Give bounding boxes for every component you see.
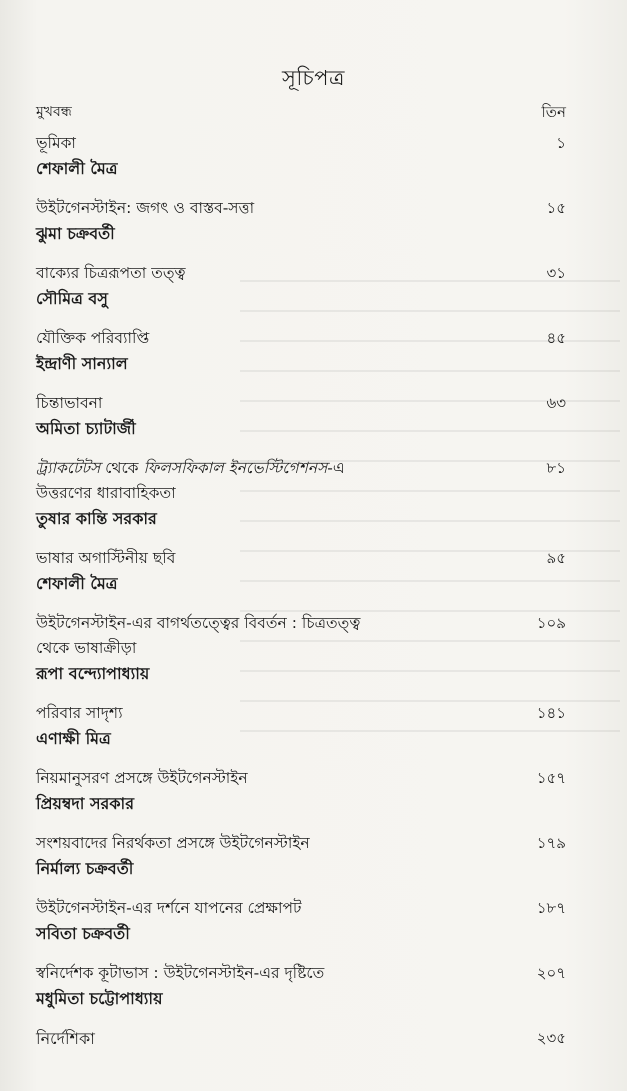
entry-title-italic: ট্র্যাকটেটস <box>36 459 101 477</box>
toc-entry <box>36 326 566 376</box>
toc-entry <box>36 391 566 441</box>
entry-page-number: ১০৯ <box>536 614 566 632</box>
entry-page-number: ১৪১ <box>536 704 566 722</box>
toc-entry <box>36 456 566 531</box>
entry-page-number: ৮১ <box>546 459 566 477</box>
entry-author: তুষার কান্তি সরকার <box>36 509 157 528</box>
entry-title: সংশয়বাদের নিরর্থকতা প্রসঙ্গে উইটগেনস্টাইন <box>36 834 310 852</box>
entry-title-italic: ফিলসফিকাল ইনভেস্টিগেশনস <box>143 459 328 477</box>
entry-page-number: ১৭৯ <box>536 834 566 852</box>
entry-title: পরিবার সাদৃশ্য <box>36 704 123 722</box>
entry-title-line2: উত্তরণের ধারাবাহিকতা <box>36 484 176 502</box>
toc-entry <box>36 961 566 1011</box>
entry-page-number: ১৫ <box>546 199 566 217</box>
entry-page-number: ১ <box>556 134 566 152</box>
entry-title: নির্দেশিকা <box>36 1029 95 1048</box>
entry-author: ইন্দ্রাণী সান্যাল <box>36 354 128 373</box>
entry-author: রূপা বন্দ্যোপাধ্যায় <box>36 664 150 683</box>
toc-entry <box>36 196 566 246</box>
toc-entry <box>36 261 566 311</box>
entry-author: নির্মাল্য চক্রবর্তী <box>36 859 134 878</box>
entry-title-line2: থেকে ভাষাক্রীড়া <box>36 639 137 657</box>
entry-author: প্রিয়ম্বদা সরকার <box>36 794 134 813</box>
toc-entry <box>36 131 566 181</box>
entry-title: ভাষার অগাস্টিনীয় ছবি <box>36 549 176 567</box>
entry-page-number: ৬৩ <box>546 394 566 412</box>
entry-author: সবিতা চক্রবর্তী <box>36 924 130 943</box>
toc-entry <box>36 546 566 596</box>
entry-title: উইটগেনস্টাইন: জগৎ ও বাস্তব-সত্তা <box>36 199 255 217</box>
entry-title: স্বনির্দেশক কূটাভাস : উইটগেনস্টাইন-এর দৃষ্টিতে <box>36 964 325 982</box>
toc-entry <box>36 831 566 881</box>
entry-title <box>36 456 566 481</box>
toc-entry <box>36 611 566 686</box>
page-title: সূচিপত্র <box>282 66 345 90</box>
entry-title: ভূমিকা <box>36 134 76 152</box>
toc-entry <box>36 896 566 946</box>
table-of-contents <box>36 100 566 1066</box>
entry-author: সৌমিত্র বসু <box>36 289 108 308</box>
entry-author: ঝুমা চক্রবর্তী <box>36 224 115 243</box>
entry-title: যৌক্তিক পরিব্যাপ্তি <box>36 329 150 347</box>
entry-page-number: ৯৫ <box>546 549 566 567</box>
entry-title: নিয়মানুসরণ প্রসঙ্গে উইটগেনস্টাইন <box>36 769 248 787</box>
entry-title: মুখবন্ধ <box>36 104 72 120</box>
entry-page-number: ২৩৫ <box>536 1029 566 1047</box>
toc-entry <box>36 1026 566 1051</box>
toc-entry <box>36 701 566 751</box>
entry-page-number: ৪৫ <box>546 329 566 347</box>
entry-title: উইটগেনস্টাইন-এর দর্শনে যাপনের প্রেক্ষাপট <box>36 899 302 917</box>
entry-title: বাক্যের চিত্ররূপতা তত্ত্ব <box>36 264 186 282</box>
entry-page-number: ৩১ <box>546 264 566 282</box>
entry-page-number: তিন <box>541 103 566 121</box>
entry-author: শেফালী মৈত্র <box>36 159 118 178</box>
entry-title: চিন্তাভাবনা <box>36 394 103 412</box>
entry-author: শেফালী মৈত্র <box>36 574 118 593</box>
entry-author: অমিতা চ্যাটার্জী <box>36 419 136 438</box>
entry-title: উইটগেনস্টাইন-এর বাগর্থতত্ত্বের বিবর্তন : চিত্রতত্ত্ব <box>36 614 361 632</box>
toc-entry <box>36 766 566 816</box>
toc-entry <box>36 100 566 125</box>
entry-page-number: ১৫৭ <box>536 769 566 787</box>
entry-page-number: ২০৭ <box>536 964 566 982</box>
entry-title-text: থেকে <box>100 459 144 477</box>
entry-title-text: -এ <box>327 459 345 477</box>
entry-author: এণাক্ষী মিত্র <box>36 729 111 748</box>
entry-page-number: ১৮৭ <box>536 899 566 917</box>
entry-author: মধুমিতা চট্টোপাধ্যায় <box>36 989 163 1008</box>
